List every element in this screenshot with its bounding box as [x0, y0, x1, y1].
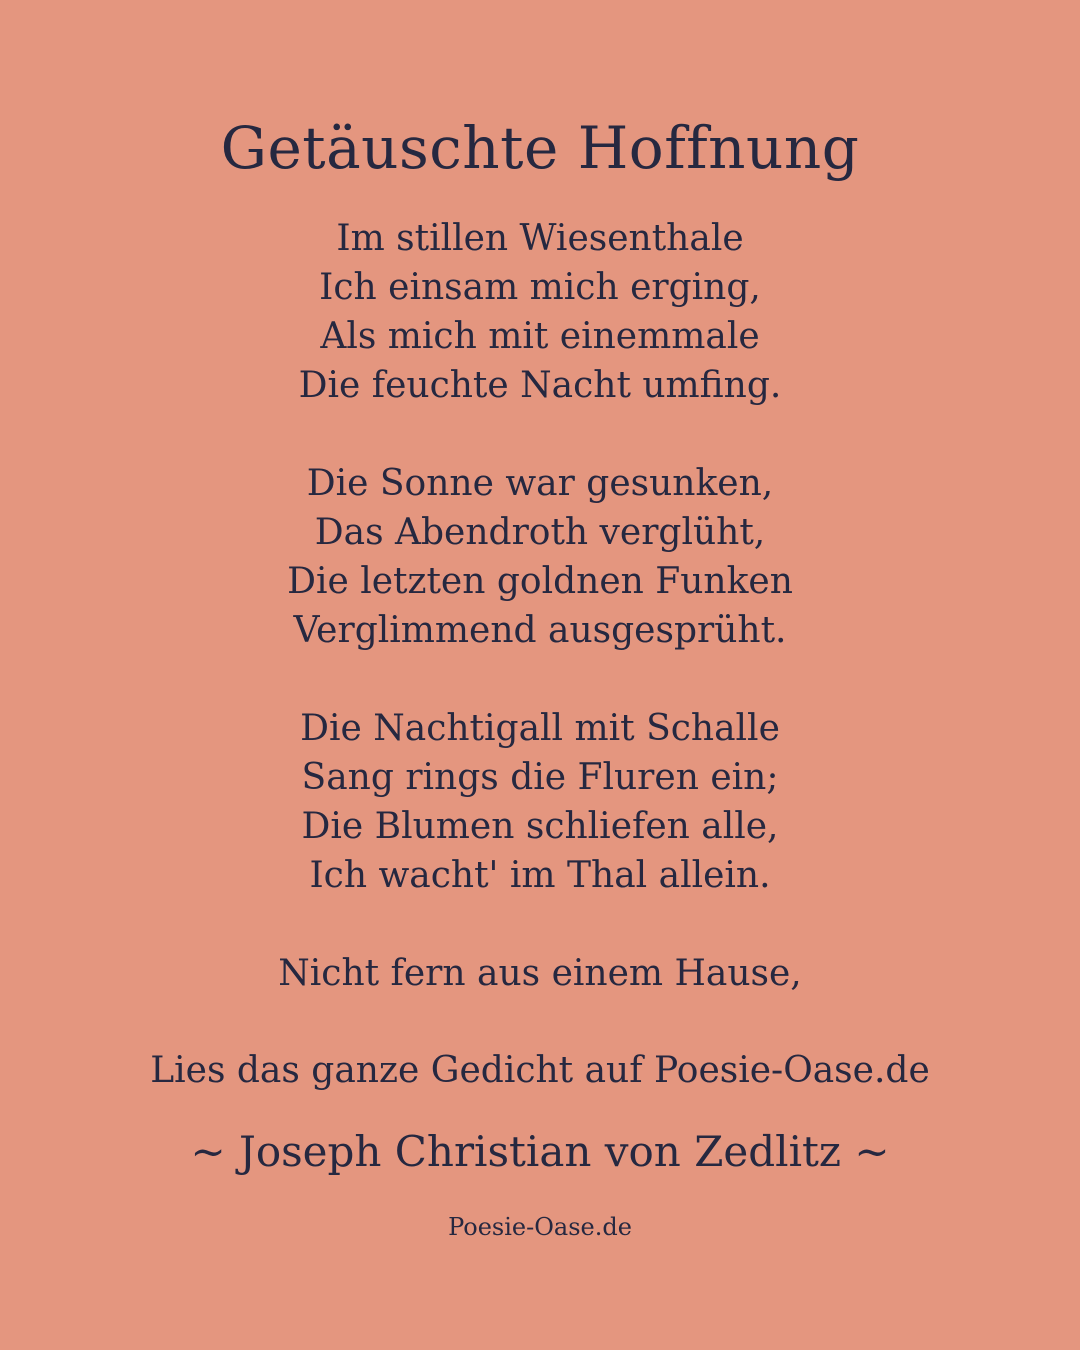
poem-line: Die Nachtigall mit Schalle — [300, 708, 780, 749]
poem-line: Im stillen Wiesenthale — [336, 218, 744, 259]
stanza-4 — [0, 949, 1080, 998]
site-watermark: Poesie-Oase.de — [448, 1213, 632, 1241]
poem-line: Nicht fern aus einem Hause, — [278, 953, 802, 994]
poem-line: Die feuchte Nacht umfing. — [298, 365, 782, 406]
author-name: ~ Joseph Christian von Zedlitz ~ — [190, 1127, 890, 1176]
poem-line: Sang rings die Fluren ein; — [301, 757, 779, 798]
stanza-3 — [0, 704, 1080, 900]
stanza-1 — [0, 214, 1080, 410]
poem-line: Die letzten goldnen Funken — [287, 561, 793, 602]
poem-line: Das Abendroth verglüht, — [314, 512, 766, 553]
poem-title: Getäuschte Hoffnung — [220, 114, 860, 182]
poem-line: Als mich mit einemmale — [320, 316, 760, 357]
read-more-text: Lies das ganze Gedicht auf Poesie-Oase.de — [150, 1050, 930, 1091]
poem-line: Die Sonne war gesunken, — [306, 463, 774, 504]
poem-line: Ich wacht' im Thal allein. — [309, 855, 771, 896]
poem-line: Die Blumen schliefen alle, — [301, 806, 779, 847]
stanza-2 — [0, 459, 1080, 655]
poem-line: Verglimmend ausgesprüht. — [293, 610, 787, 651]
poem-line: Ich einsam mich erging, — [319, 267, 761, 308]
